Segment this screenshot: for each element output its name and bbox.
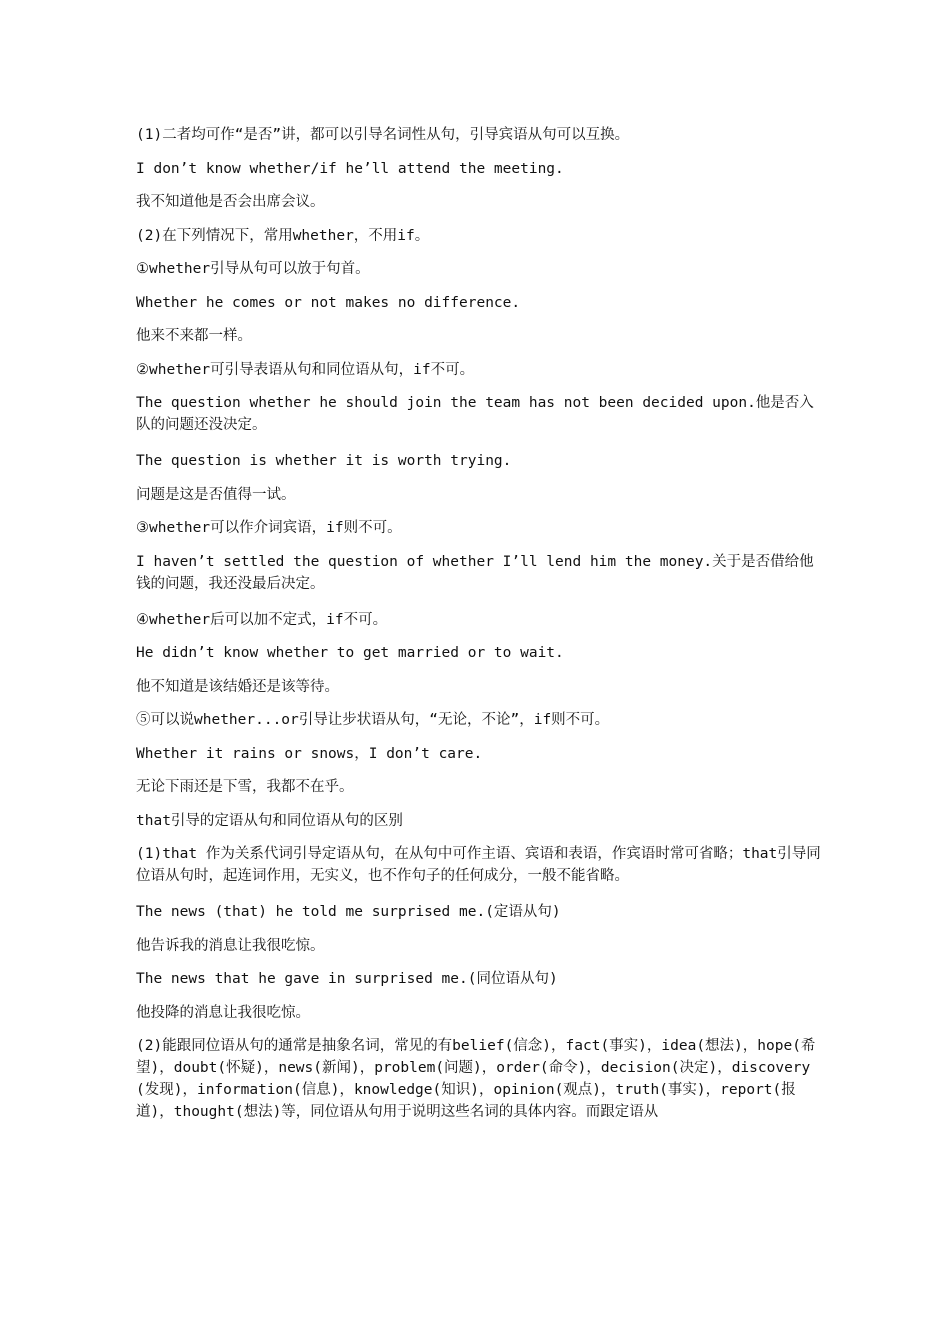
- text-line: The news (that) he told me surprised me.(定语从句): [136, 904, 561, 920]
- text-line: 他来不来都一样。: [136, 328, 252, 344]
- text-line: ④whether后可以加不定式，if不可。: [136, 611, 388, 628]
- text-line: 我不知道他是否会出席会议。: [136, 194, 325, 210]
- text-line: Whether he comes or not makes no difference.: [136, 294, 521, 311]
- text-line: (2)在下列情况下，常用whether，不用if。: [136, 227, 430, 244]
- document-body: [136, 124, 826, 1137]
- text-line: Whether it rains or snows，I don’t care.: [136, 745, 483, 762]
- text-line: I haven’t settled the question of whether I’ll lend him the money.关于是否借给他钱的问题，我还没最后决定。: [136, 553, 814, 592]
- text-line: I don’t know whether/if he’ll attend the meeting.: [136, 160, 564, 177]
- text-line: The question is whether it is worth trying.: [136, 453, 512, 469]
- text-line: The news that he gave in surprised me.(同位语从句): [136, 971, 558, 987]
- text-line: 他投降的消息让我很吃惊。: [136, 1004, 310, 1021]
- text-line: 他不知道是该结婚还是该等待。: [136, 678, 339, 695]
- text-line: The question whether he should join the team has not been decided upon.他是否入队的问题还没决定。: [136, 395, 814, 433]
- text-line: 他告诉我的消息让我很吃惊。: [136, 937, 325, 954]
- text-line: 问题是这是否值得一试。: [136, 486, 296, 503]
- text-line: ①whether引导从句可以放于句首。: [136, 261, 370, 277]
- text-line: (2)能跟同位语从句的通常是抽象名词，常见的有belief(信念)，fact(事实)，idea(想法)，hope(希望)，doubt(怀疑)，news(新闻)，problem(问题)，order(命令)，decision(决定)，discovery(发现)，information(信息)，knowledge(知识)，opinion(观点)，truth(事实)，report(报道)，thought(想法)等，同位语从句用于说明这些名词的具体内容。而跟定语从: [136, 1038, 816, 1120]
- text-line: 无论下雨还是下雪，我都不在乎。: [136, 779, 354, 795]
- text-line: (1)二者均可作“是否”讲，都可以引导名词性从句，引导宾语从句可以互换。: [136, 127, 630, 143]
- text-line: ⑤可以说whether...or引导让步状语从句，“无论，不论”，if则不可。: [136, 712, 610, 728]
- text-line: that引导的定语从句和同位语从句的区别: [136, 812, 403, 829]
- text-line: ②whether可引导表语从句和同位语从句，if不可。: [136, 361, 475, 378]
- text-line: ③whether可以作介词宾语，if则不可。: [136, 520, 402, 536]
- text-line: (1)that 作为关系代词引导定语从句，在从句中可作主语、宾语和表语，作宾语时常可省略；that引导同位语从句时，起连词作用，无实义，也不作句子的任何成分，一般不能省略。: [136, 846, 821, 884]
- text-line: He didn’t know whether to get married or to wait.: [136, 645, 564, 661]
